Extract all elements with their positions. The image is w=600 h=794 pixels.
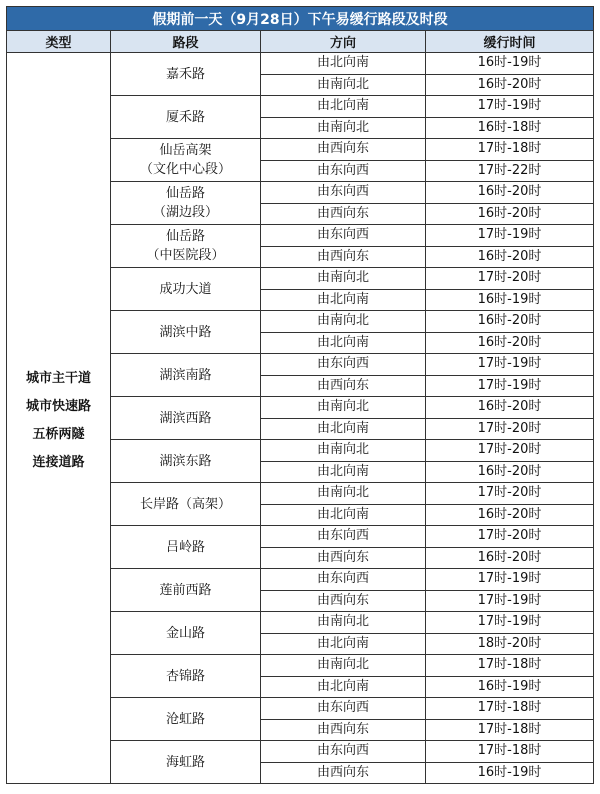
direction-cell: 由南向北 (261, 655, 426, 677)
direction-cell: 由东向西 (261, 160, 426, 182)
time-cell: 16时-20时 (426, 246, 594, 268)
direction-cell: 由北向南 (261, 53, 426, 75)
table-row (7, 53, 594, 75)
time-cell: 17时-19时 (426, 96, 594, 118)
direction-cell: 由南向北 (261, 440, 426, 462)
road-name: 杏锦路 (165, 668, 205, 684)
time-cell: 16时-19时 (426, 762, 594, 784)
direction-cell: 由西向东 (261, 375, 426, 397)
road-name: 金山路 (165, 625, 205, 641)
road-name: 湖滨中路 (159, 324, 212, 340)
direction-cell: 由南向北 (261, 74, 426, 96)
road-name-cell (111, 397, 261, 440)
time-cell: 17时-22时 (426, 160, 594, 182)
direction-cell: 由东向西 (261, 354, 426, 376)
direction-cell: 由东向西 (261, 569, 426, 591)
traffic-table-container (6, 6, 593, 784)
time-cell: 17时-19时 (426, 225, 594, 247)
road-name: 吕岭路 (165, 539, 205, 555)
direction-cell: 由西向东 (261, 762, 426, 784)
time-cell: 16时-20时 (426, 461, 594, 483)
direction-cell: 由北向南 (261, 96, 426, 118)
road-name: 厦禾路 (165, 109, 205, 125)
road-name-cell (111, 225, 261, 268)
direction-cell: 由东向西 (261, 225, 426, 247)
road-name-cell (111, 698, 261, 741)
direction-cell: 由西向东 (261, 547, 426, 569)
time-cell: 17时-20时 (426, 483, 594, 505)
direction-cell: 由东向西 (261, 698, 426, 720)
road-name: （文化中心段） (139, 162, 231, 177)
time-cell: 16时-20时 (426, 547, 594, 569)
direction-cell: 由东向西 (261, 741, 426, 763)
road-name-cell (111, 53, 261, 96)
traffic-table (6, 6, 594, 784)
road-name-cell (111, 139, 261, 182)
direction-cell: 由西向东 (261, 719, 426, 741)
time-cell: 17时-18时 (426, 719, 594, 741)
road-name: 海虹路 (165, 754, 205, 770)
time-cell: 16时-20时 (426, 397, 594, 419)
direction-cell: 由北向南 (261, 289, 426, 311)
time-cell: 17时-20时 (426, 440, 594, 462)
time-cell: 17时-18时 (426, 698, 594, 720)
time-cell: 17时-20时 (426, 268, 594, 290)
road-name: （中医院段） (146, 248, 225, 263)
road-name: 成功大道 (159, 281, 212, 297)
table-body (7, 53, 594, 784)
type-label: 城市主干道 (25, 370, 91, 386)
direction-cell: 由北向南 (261, 461, 426, 483)
time-cell: 16时-20时 (426, 74, 594, 96)
time-cell: 16时-18时 (426, 117, 594, 139)
road-name-cell (111, 741, 261, 784)
time-cell: 17时-19时 (426, 569, 594, 591)
road-name-cell (111, 182, 261, 225)
table-title: 假期前一天（9月28日）下午易缓行路段及时段 (7, 7, 594, 31)
road-name-cell (111, 440, 261, 483)
header-direction: 方向 (261, 31, 426, 53)
time-cell: 16时-20时 (426, 311, 594, 333)
time-cell: 16时-20时 (426, 504, 594, 526)
road-name: 仙岳路 (165, 186, 205, 201)
road-name: 嘉禾路 (165, 66, 205, 82)
type-label: 五桥两隧 (32, 426, 85, 442)
header-road: 路段 (111, 31, 261, 53)
road-name-cell (111, 268, 261, 311)
road-name: 湖滨东路 (159, 453, 212, 469)
time-cell: 17时-20时 (426, 418, 594, 440)
time-cell: 17时-19时 (426, 590, 594, 612)
direction-cell: 由南向北 (261, 117, 426, 139)
road-name-cell (111, 526, 261, 569)
header-type: 类型 (7, 31, 111, 53)
road-name: 湖滨南路 (159, 367, 212, 383)
time-cell: 16时-19时 (426, 289, 594, 311)
road-name-cell (111, 483, 261, 526)
time-cell: 17时-18时 (426, 139, 594, 161)
direction-cell: 由南向北 (261, 483, 426, 505)
time-cell: 17时-19时 (426, 375, 594, 397)
road-name: 沧虹路 (165, 711, 205, 727)
road-name: 长岸路（高架） (139, 496, 231, 512)
road-name-cell (111, 655, 261, 698)
time-cell: 17时-18时 (426, 655, 594, 677)
direction-cell: 由北向南 (261, 633, 426, 655)
direction-cell: 由东向西 (261, 526, 426, 548)
direction-cell: 由北向南 (261, 504, 426, 526)
type-label: 城市快速路 (25, 398, 91, 414)
direction-cell: 由北向南 (261, 332, 426, 354)
road-name: （湖边段） (152, 205, 218, 220)
time-cell: 17时-18时 (426, 741, 594, 763)
time-cell: 18时-20时 (426, 633, 594, 655)
type-label: 连接道路 (32, 454, 85, 470)
direction-cell: 由西向东 (261, 590, 426, 612)
road-name-cell (111, 569, 261, 612)
direction-cell: 由西向东 (261, 203, 426, 225)
road-name-cell (111, 612, 261, 655)
header-time: 缓行时间 (426, 31, 594, 53)
time-cell: 16时-20时 (426, 203, 594, 225)
road-name-cell (111, 311, 261, 354)
direction-cell: 由北向南 (261, 418, 426, 440)
direction-cell: 由南向北 (261, 397, 426, 419)
type-cell (7, 53, 111, 784)
road-name: 湖滨西路 (159, 410, 212, 426)
time-cell: 17时-20时 (426, 526, 594, 548)
road-name-cell (111, 96, 261, 139)
direction-cell: 由南向北 (261, 612, 426, 634)
direction-cell: 由南向北 (261, 311, 426, 333)
road-name: 仙岳高架 (159, 143, 212, 158)
time-cell: 16时-20时 (426, 332, 594, 354)
road-name: 莲前西路 (159, 582, 212, 598)
road-name-cell (111, 354, 261, 397)
time-cell: 17时-19时 (426, 354, 594, 376)
time-cell: 17时-19时 (426, 612, 594, 634)
direction-cell: 由南向北 (261, 268, 426, 290)
time-cell: 16时-20时 (426, 182, 594, 204)
time-cell: 16时-19时 (426, 676, 594, 698)
road-name: 仙岳路 (165, 229, 205, 244)
direction-cell: 由东向西 (261, 182, 426, 204)
direction-cell: 由西向东 (261, 246, 426, 268)
time-cell: 16时-19时 (426, 53, 594, 75)
direction-cell: 由北向南 (261, 676, 426, 698)
direction-cell: 由西向东 (261, 139, 426, 161)
